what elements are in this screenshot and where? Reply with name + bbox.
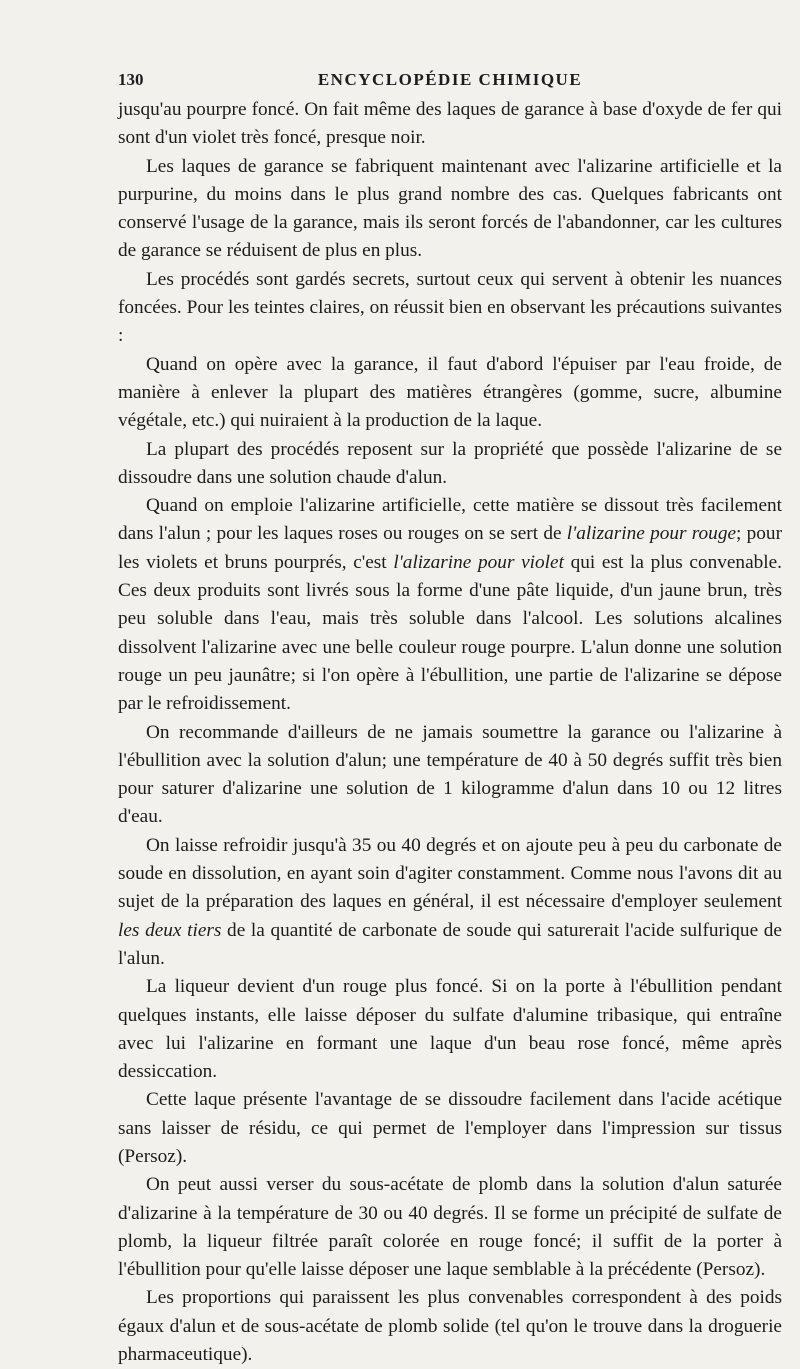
paragraph: jusqu'au pourpre foncé. On fait même des laques de garance à base d'oxyde de fer qui sont d'un violet très foncé, presque noir. xyxy=(118,99,782,149)
paragraph: La liqueur devient d'un rouge plus foncé. Si on la porte à l'ébullition pendant quelques instants, elle laisse déposer du sulfate d'alumine tribasique, qui entraîne avec lui l'alizarine en formant une laque d'un beau rose foncé, même après dessiccation. xyxy=(118,976,782,1083)
paragraph: Quand on emploie l'alizarine artificielle, cette matière se dissout très facilement dans l'alun ; pour les laques roses ou rouges on se sert de l'alizarine pour rouge; pour les violets et bruns pourprés, c'est l'alizarine pour violet qui est la plus convenable. Ces deux produits sont livrés sous la forme d'une pâte liquide, d'un jaune brun, très peu soluble dans l'eau, mais très soluble dans l'alcool. Les solutions alcalines dissolvent l'alizarine avec une belle couleur rouge pourpre. L'alun donne une solution rouge un peu jaunâtre; si l'on opère à l'ébullition, une partie de l'alizarine se dépose par le refroidissement. xyxy=(118,495,782,715)
page-header xyxy=(118,70,782,94)
italic-term: l'alizarine pour rouge xyxy=(566,523,737,545)
italic-term: l'alizarine pour violet xyxy=(393,551,564,573)
paragraph: Cette laque présente l'avantage de se dissoudre facilement dans l'acide acétique sans laisser de résidu, ce qui permet de l'employer dans l'impression sur tissus (Persoz). xyxy=(118,1089,782,1167)
paragraph: On peut aussi verser du sous-acétate de plomb dans la solution d'alun saturée d'alizarine à la température de 30 ou 40 degrés. Il se forme un précipité de sulfate de plomb, la liqueur filtrée paraît colorée en rouge foncé; il suffit de la porter à l'ébullition pour qu'elle laisse déposer une laque semblable à la précédente (Persoz). xyxy=(118,1174,782,1281)
page-number: 130 xyxy=(118,70,144,89)
paragraph: On recommande d'ailleurs de ne jamais soumettre la garance ou l'alizarine à l'ébullition avec la solution d'alun; une température de 40 à 50 degrés suffit très bien pour saturer d'alizarine une solution de 1 kilogramme d'alun dans 10 ou 12 litres d'eau. xyxy=(118,721,782,828)
italic-term: les deux tiers xyxy=(118,919,222,941)
paragraph: La plupart des procédés reposent sur la propriété que possède l'alizarine de se dissoudre dans une solution chaude d'alun. xyxy=(118,438,782,488)
running-title: ENCYCLOPÉDIE CHIMIQUE xyxy=(317,70,583,89)
paragraph: Les laques de garance se fabriquent maintenant avec l'alizarine artificielle et la purpurine, du moins dans le plus grand nombre des cas. Quelques fabricants ont conservé l'usage de la garance, mais ils seront forcés de l'abandonner, car les cultures de garance se réduisent de plus en plus. xyxy=(118,155,782,262)
paragraph: Les proportions qui paraissent les plus convenables correspondent à des poids égaux d'alun et de sous-acétate de plomb solide (tel qu'on le trouve dans la droguerie pharmaceutique). xyxy=(118,1287,782,1366)
paragraph: Les procédés sont gardés secrets, surtout ceux qui servent à obtenir les nuances foncées. Pour les teintes claires, on réussit bien en observant les précautions suivantes : xyxy=(118,268,782,347)
paragraph: On laisse refroidir jusqu'à 35 ou 40 degrés et on ajoute peu à peu du carbonate de soude en dissolution, en ayant soin d'agiter constamment. Comme nous l'avons dit au sujet de la préparation des laques en général, il est nécessaire d'employer seulement les deux tiers de la quantité de carbonate de soude qui saturerait l'acide sulfurique de l'alun. xyxy=(118,834,782,969)
paragraph: Quand on opère avec la garance, il faut d'abord l'épuiser par l'eau froide, de manière à enlever la plupart des matières étrangères (gomme, sucre, albumine végétale, etc.) qui nuiraient à la production de la laque. xyxy=(118,353,782,432)
body-text xyxy=(118,96,782,1369)
